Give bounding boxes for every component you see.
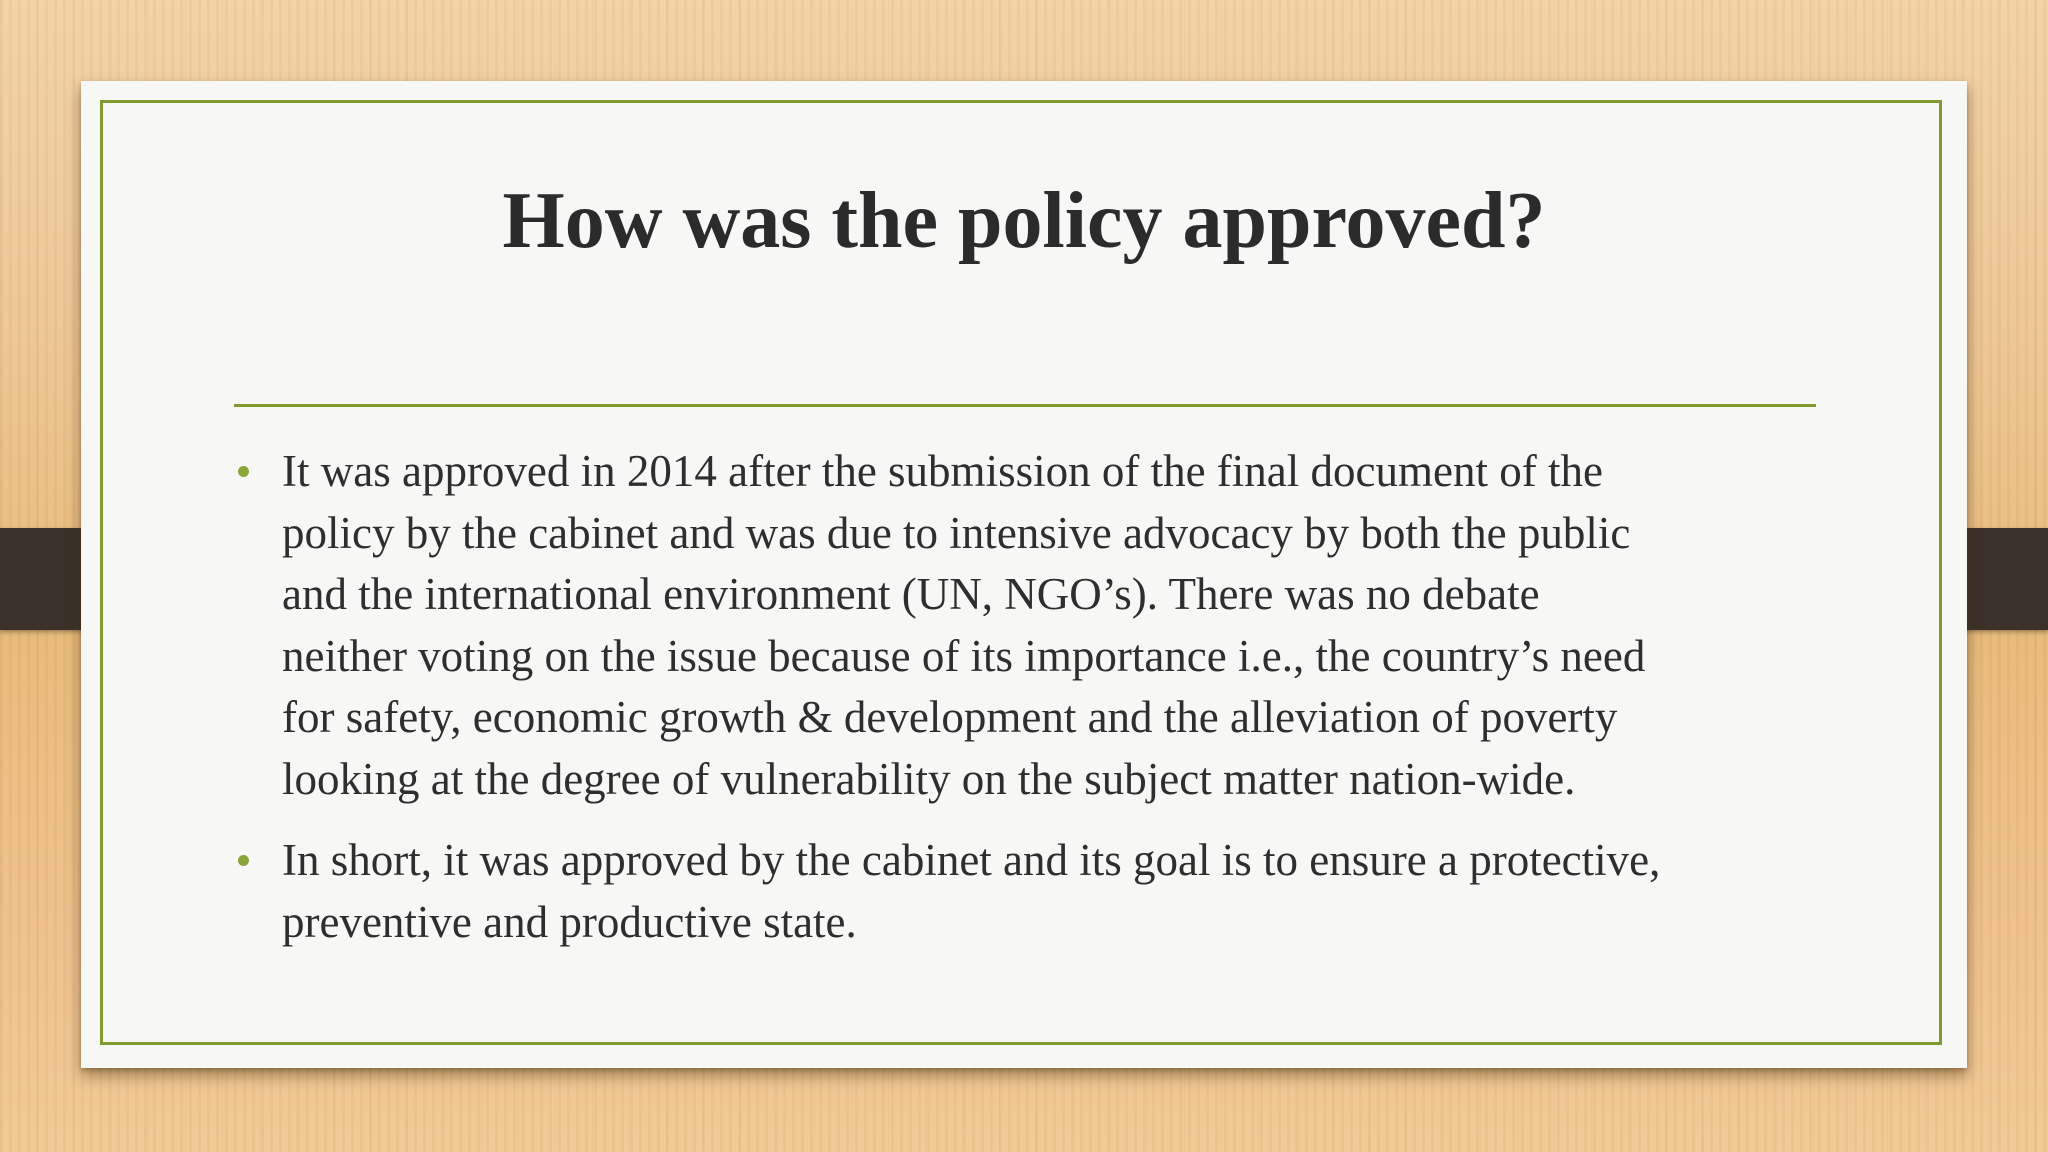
title-divider bbox=[234, 404, 1816, 407]
bullet-1-line-4: neither voting on the issue because of its importance i.e., the country’s need bbox=[282, 630, 1646, 681]
bullet-2-line-1: In short, it was approved by the cabinet and its goal is to ensure a protective, bbox=[282, 835, 1661, 885]
bullet-1-line-5: for safety, economic growth & development and the alleviation of poverty bbox=[282, 692, 1618, 742]
bullet-list bbox=[234, 441, 1874, 953]
bullet-item-2 bbox=[234, 830, 1874, 953]
slide-card bbox=[81, 81, 1967, 1068]
bullet-1-line-3: and the international environment (UN, NGO’s). There was no debate bbox=[282, 569, 1540, 619]
bullet-1-line-6: looking at the degree of vulnerability on the subject matter nation-wide. bbox=[282, 753, 1576, 804]
bullet-dot-icon bbox=[238, 855, 249, 866]
slide-title: How was the policy approved? bbox=[502, 177, 1546, 265]
bullet-2-line-2: preventive and productive state. bbox=[282, 896, 857, 947]
bullet-item-1 bbox=[234, 441, 1874, 810]
bullet-1-line-2: policy by the cabinet and was due to intensive advocacy by both the public bbox=[282, 507, 1631, 558]
bullet-1-line-1: It was approved in 2014 after the submission of the final document of the bbox=[282, 446, 1603, 496]
bullet-dot-icon bbox=[238, 466, 249, 477]
